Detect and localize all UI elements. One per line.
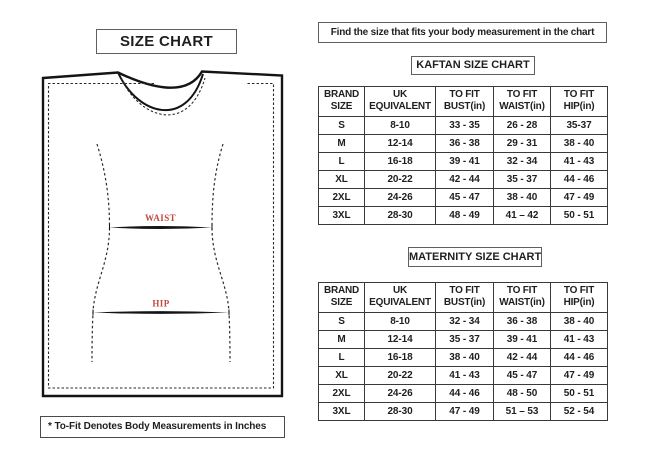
table-cell: 3XL	[319, 403, 365, 421]
header-line: HIP(in)	[563, 101, 595, 112]
table-cell: 35 - 37	[436, 331, 494, 349]
table-cell: 39 - 41	[436, 153, 494, 171]
table-cell: 42 - 44	[494, 349, 551, 367]
table-cell: 35 - 37	[494, 171, 551, 189]
table-cell: 38 - 40	[551, 135, 608, 153]
table-row	[319, 403, 608, 421]
table-cell: 16-18	[365, 153, 436, 171]
header-line: SIZE	[330, 101, 353, 112]
header-line: WAIST(in)	[499, 101, 545, 112]
column-header-bust	[436, 87, 494, 117]
header-line: UK	[392, 89, 408, 100]
maternity-header-row	[319, 283, 608, 313]
table-row	[319, 349, 608, 367]
table-cell: 36 - 38	[436, 135, 494, 153]
table-cell: S	[319, 117, 365, 135]
table-row	[319, 117, 608, 135]
table-cell: XL	[319, 171, 365, 189]
header-line: EQUIVALENT	[369, 101, 431, 112]
table-row	[319, 135, 608, 153]
table-cell: 45 - 47	[494, 367, 551, 385]
header-line: WAIST(in)	[499, 297, 545, 308]
column-header-uk-equivalent	[365, 283, 436, 313]
table-cell: 33 - 35	[436, 117, 494, 135]
table-cell: 50 - 51	[551, 207, 608, 225]
header-line: TO FIT	[563, 89, 595, 100]
header-line: UK	[392, 285, 408, 296]
maternity-chart-title: MATERNITY SIZE CHART	[408, 247, 542, 267]
table-cell: 12-14	[365, 331, 436, 349]
table-row	[319, 207, 608, 225]
table-cell: L	[319, 153, 365, 171]
table-cell: 47 - 49	[436, 403, 494, 421]
table-row	[319, 367, 608, 385]
header-line: TO FIT	[506, 89, 538, 100]
table-cell: 41 - 43	[551, 153, 608, 171]
table-cell: 2XL	[319, 189, 365, 207]
column-header-hip	[551, 87, 608, 117]
page-title: SIZE CHART	[96, 29, 237, 54]
table-row	[319, 171, 608, 189]
column-header-brand-size	[319, 283, 365, 313]
table-row	[319, 189, 608, 207]
table-cell: 16-18	[365, 349, 436, 367]
table-cell: 38 - 40	[436, 349, 494, 367]
table-cell: 44 - 46	[551, 349, 608, 367]
table-cell: M	[319, 331, 365, 349]
instruction-banner: Find the size that fits your body measurement in the chart	[318, 22, 607, 43]
table-cell: 44 - 46	[436, 385, 494, 403]
column-header-bust	[436, 283, 494, 313]
table-cell: 45 - 47	[436, 189, 494, 207]
hip-label: HIP	[152, 298, 170, 309]
table-cell: 29 - 31	[494, 135, 551, 153]
header-line: BUST(in)	[443, 297, 486, 308]
table-row	[319, 313, 608, 331]
table-cell: 38 - 40	[551, 313, 608, 331]
kaftan-garment-diagram	[40, 70, 285, 400]
table-cell: 44 - 46	[551, 171, 608, 189]
kaftan-chart-title: KAFTAN SIZE CHART	[411, 56, 535, 75]
table-cell: XL	[319, 367, 365, 385]
table-cell: 24-26	[365, 385, 436, 403]
table-cell: 36 - 38	[494, 313, 551, 331]
header-line: EQUIVALENT	[369, 297, 431, 308]
header-line: BRAND	[323, 89, 360, 100]
kaftan-header-row	[319, 87, 608, 117]
header-line: TO FIT	[449, 89, 480, 100]
table-cell: 47 - 49	[551, 367, 608, 385]
table-cell: 32 - 34	[494, 153, 551, 171]
table-cell: 39 - 41	[494, 331, 551, 349]
table-cell: 48 - 49	[436, 207, 494, 225]
table-cell: 38 - 40	[494, 189, 551, 207]
table-cell: 41 - 43	[436, 367, 494, 385]
table-cell: M	[319, 135, 365, 153]
header-line: BUST(in)	[443, 101, 486, 112]
table-cell: 35-37	[551, 117, 608, 135]
table-cell: 24-26	[365, 189, 436, 207]
table-cell: 28-30	[365, 207, 436, 225]
column-header-waist	[494, 87, 551, 117]
table-cell: 42 - 44	[436, 171, 494, 189]
column-header-waist	[494, 283, 551, 313]
column-header-hip	[551, 283, 608, 313]
table-cell: 50 - 51	[551, 385, 608, 403]
kaftan-size-table	[318, 86, 608, 225]
table-cell: 52 - 54	[551, 403, 608, 421]
waist-label: WAIST	[144, 213, 177, 223]
table-row	[319, 385, 608, 403]
table-row	[319, 153, 608, 171]
header-line: SIZE	[330, 297, 353, 308]
header-line: BRAND	[323, 285, 360, 296]
table-cell: 8-10	[365, 117, 436, 135]
garment-outline	[43, 72, 282, 397]
table-cell: 12-14	[365, 135, 436, 153]
table-cell: 48 - 50	[494, 385, 551, 403]
table-cell: 41 - 43	[551, 331, 608, 349]
column-header-uk-equivalent	[365, 87, 436, 117]
table-cell: 32 - 34	[436, 313, 494, 331]
table-cell: L	[319, 349, 365, 367]
header-line: HIP(in)	[563, 297, 595, 308]
table-cell: 2XL	[319, 385, 365, 403]
table-cell: 47 - 49	[551, 189, 608, 207]
header-line: TO FIT	[563, 285, 595, 296]
table-cell: 26 - 28	[494, 117, 551, 135]
column-header-brand-size	[319, 87, 365, 117]
header-line: TO FIT	[449, 285, 480, 296]
table-row	[319, 331, 608, 349]
table-cell: 20-22	[365, 171, 436, 189]
table-cell: 28-30	[365, 403, 436, 421]
header-line: TO FIT	[506, 285, 538, 296]
maternity-size-table	[318, 282, 608, 421]
table-cell: S	[319, 313, 365, 331]
table-cell: 51 – 53	[494, 403, 551, 421]
table-cell: 3XL	[319, 207, 365, 225]
table-cell: 20-22	[365, 367, 436, 385]
table-cell: 8-10	[365, 313, 436, 331]
table-cell: 41 – 42	[494, 207, 551, 225]
to-fit-footnote: * To-Fit Denotes Body Measurements in Inches	[40, 416, 285, 438]
